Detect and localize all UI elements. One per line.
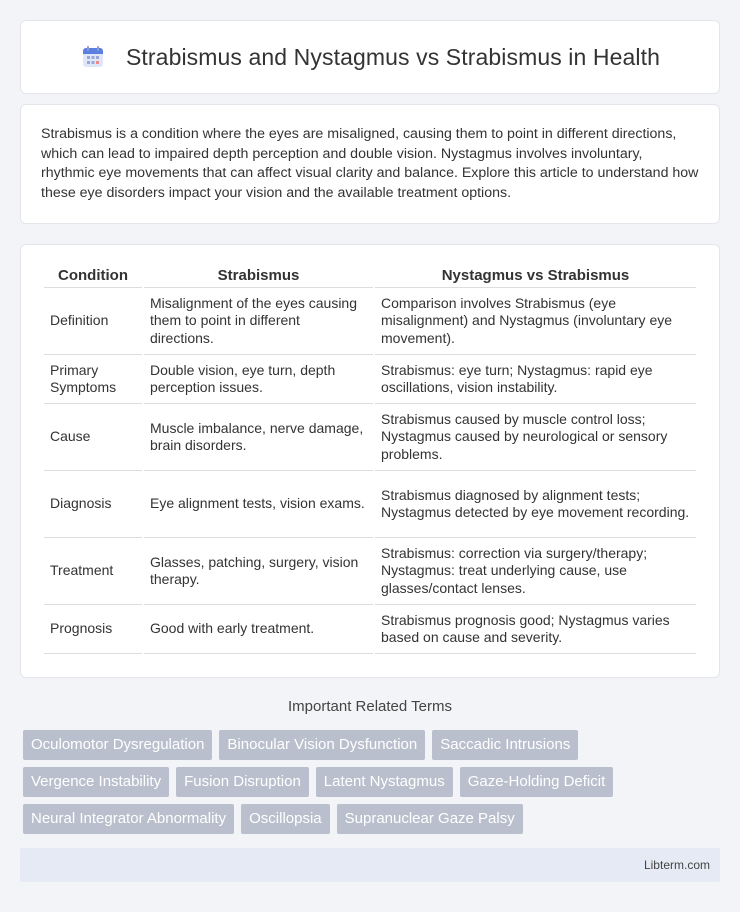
table-header-row <box>44 261 696 288</box>
related-term-tag[interactable]: Neural Integrator Abnormality <box>23 804 234 834</box>
table-row <box>44 538 696 605</box>
table-cell: Strabismus prognosis good; Nystagmus varies based on cause and severity. <box>375 605 696 654</box>
table-cell: Definition <box>44 288 142 355</box>
related-term-tag[interactable]: Binocular Vision Dysfunction <box>219 730 425 760</box>
table-row <box>44 471 696 538</box>
table-cell: Treatment <box>44 538 142 605</box>
table-cell: Comparison involves Strabismus (eye misalignment) and Nystagmus (involuntary eye movement). <box>375 288 696 355</box>
table-row <box>44 355 696 404</box>
table-row <box>44 605 696 654</box>
column-header: Nystagmus vs Strabismus <box>375 261 696 288</box>
table-cell: Good with early treatment. <box>144 605 373 654</box>
footer-bar <box>20 848 720 882</box>
related-term-tag[interactable]: Saccadic Intrusions <box>432 730 578 760</box>
related-term-tag[interactable]: Oculomotor Dysregulation <box>23 730 212 760</box>
table-cell: Strabismus: correction via surgery/therapy; Nystagmus: treat underlying cause, use glasses/contact lenses. <box>375 538 696 605</box>
footer-site-link[interactable]: Libterm.com <box>643 858 710 872</box>
page-title: Strabismus and Nystagmus vs Strabismus in Health <box>125 43 660 70</box>
related-terms-title: Important Related Terms <box>288 698 452 715</box>
table-cell: Prognosis <box>44 605 142 654</box>
table-cell: Strabismus: eye turn; Nystagmus: rapid eye oscillations, vision instability. <box>375 355 696 404</box>
table-cell: Double vision, eye turn, depth perception issues. <box>144 355 373 404</box>
related-term-tag[interactable]: Supranuclear Gaze Palsy <box>337 804 523 834</box>
table-cell: Strabismus diagnosed by alignment tests; Nystagmus detected by eye movement recording. <box>375 471 696 538</box>
table-cell: Eye alignment tests, vision exams. <box>144 471 373 538</box>
table-cell: Misalignment of the eyes causing them to point in different directions. <box>144 288 373 355</box>
header-card <box>20 20 720 94</box>
table-cell: Glasses, patching, surgery, vision therapy. <box>144 538 373 605</box>
table-row <box>44 404 696 471</box>
intro-text: Strabismus is a condition where the eyes are misaligned, causing them to point in different directions, which can lead to impaired depth perception and double vision. Nystagmus involves involuntary, rhythmic eye movements that can affect visual clarity and balance. Explore this article to understand how these eye disorders impact your vision and the available treatment options. <box>41 126 699 201</box>
comparison-table <box>42 261 698 654</box>
column-header: Strabismus <box>144 261 373 288</box>
table-cell: Strabismus caused by muscle control loss; Nystagmus caused by neurological or sensory problems. <box>375 404 696 471</box>
table-cell: Muscle imbalance, nerve damage, brain disorders. <box>144 404 373 471</box>
column-header: Condition <box>44 261 142 288</box>
table-row <box>44 288 696 355</box>
related-term-tag[interactable]: Vergence Instability <box>23 767 169 797</box>
calendar-icon <box>80 44 106 70</box>
related-term-tag[interactable]: Gaze-Holding Deficit <box>460 767 614 797</box>
table-cell: Diagnosis <box>44 471 142 538</box>
table-cell: Primary Symptoms <box>44 355 142 404</box>
related-term-tag[interactable]: Oscillopsia <box>241 804 330 834</box>
intro-card <box>20 104 720 224</box>
related-term-tag[interactable]: Latent Nystagmus <box>316 767 453 797</box>
related-terms-tags <box>23 730 723 841</box>
comparison-table-card <box>20 244 720 678</box>
table-cell: Cause <box>44 404 142 471</box>
related-term-tag[interactable]: Fusion Disruption <box>176 767 309 797</box>
